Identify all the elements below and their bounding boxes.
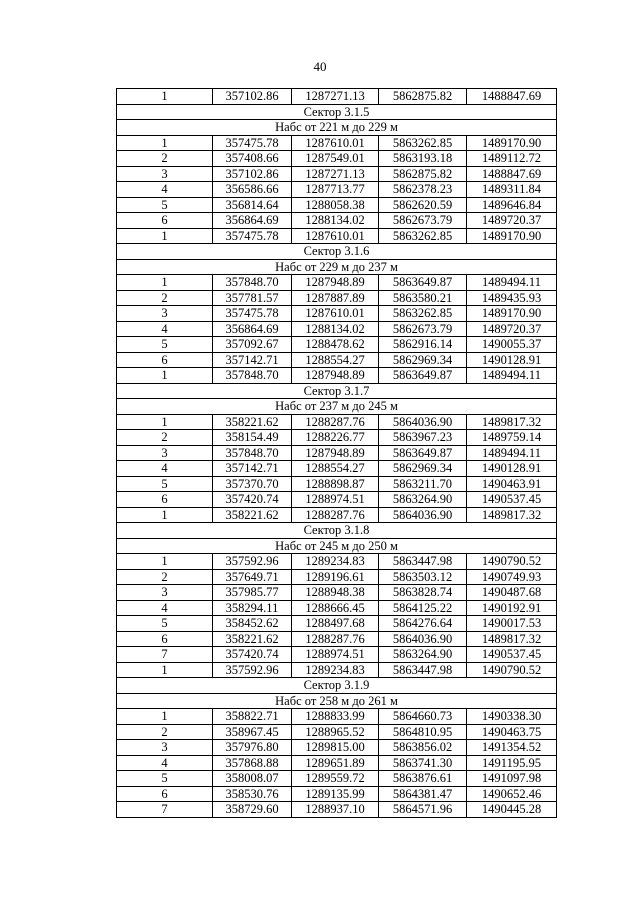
sector-height-range-row	[117, 120, 557, 136]
y2-coordinate-cell: 1489170.90	[467, 135, 557, 151]
point-number-cell: 6	[117, 213, 213, 229]
y2-coordinate-cell: 1490338.30	[467, 709, 557, 725]
y-coordinate-cell: 1289651.89	[292, 755, 379, 771]
x-coordinate-cell: 357408.66	[213, 151, 292, 167]
point-number-cell: 1	[117, 662, 213, 678]
y2-coordinate-cell: 1488847.69	[467, 166, 557, 182]
x2-coordinate-cell: 5863262.85	[379, 228, 467, 244]
y-coordinate-cell: 1289135.99	[292, 786, 379, 802]
x2-coordinate-cell: 5862916.14	[379, 337, 467, 353]
x-coordinate-cell: 358008.07	[213, 771, 292, 787]
table-row	[117, 740, 557, 756]
table-row	[117, 166, 557, 182]
y2-coordinate-cell: 1489435.93	[467, 290, 557, 306]
sector-title: Сектор 3.1.9	[117, 678, 557, 694]
x2-coordinate-cell: 5862673.79	[379, 213, 467, 229]
x2-coordinate-cell: 5864571.96	[379, 802, 467, 818]
table-row	[117, 616, 557, 632]
y2-coordinate-cell: 1489112.72	[467, 151, 557, 167]
point-number-cell: 5	[117, 771, 213, 787]
table-row	[117, 228, 557, 244]
x-coordinate-cell: 357976.80	[213, 740, 292, 756]
table-row	[117, 492, 557, 508]
x2-coordinate-cell: 5863856.02	[379, 740, 467, 756]
point-number-cell: 7	[117, 647, 213, 663]
y-coordinate-cell: 1289196.61	[292, 569, 379, 585]
y-coordinate-cell: 1287610.01	[292, 306, 379, 322]
y-coordinate-cell: 1288937.10	[292, 802, 379, 818]
point-number-cell: 4	[117, 461, 213, 477]
y2-coordinate-cell: 1491097.98	[467, 771, 557, 787]
x-coordinate-cell: 358822.71	[213, 709, 292, 725]
table-row	[117, 182, 557, 198]
sector-height-range-row	[117, 399, 557, 415]
y-coordinate-cell: 1289815.00	[292, 740, 379, 756]
y-coordinate-cell: 1289234.83	[292, 554, 379, 570]
x-coordinate-cell: 356864.69	[213, 321, 292, 337]
y2-coordinate-cell: 1489170.90	[467, 306, 557, 322]
x-coordinate-cell: 358530.76	[213, 786, 292, 802]
y2-coordinate-cell: 1489170.90	[467, 228, 557, 244]
point-number-cell: 3	[117, 445, 213, 461]
table-row	[117, 631, 557, 647]
table-row	[117, 554, 557, 570]
y-coordinate-cell: 1287948.89	[292, 445, 379, 461]
y2-coordinate-cell: 1489646.84	[467, 197, 557, 213]
point-number-cell: 1	[117, 414, 213, 430]
sector-height-range: Набс от 229 м до 237 м	[117, 259, 557, 275]
y-coordinate-cell: 1287549.01	[292, 151, 379, 167]
y-coordinate-cell: 1287271.13	[292, 89, 379, 105]
sector-title-row	[117, 678, 557, 694]
x2-coordinate-cell: 5863211.70	[379, 476, 467, 492]
point-number-cell: 3	[117, 166, 213, 182]
x2-coordinate-cell: 5864810.95	[379, 724, 467, 740]
x2-coordinate-cell: 5862875.82	[379, 166, 467, 182]
x-coordinate-cell: 358221.62	[213, 507, 292, 523]
point-number-cell: 1	[117, 709, 213, 725]
y-coordinate-cell: 1288898.87	[292, 476, 379, 492]
y-coordinate-cell: 1288287.76	[292, 631, 379, 647]
x2-coordinate-cell: 5863503.12	[379, 569, 467, 585]
point-number-cell: 2	[117, 430, 213, 446]
x2-coordinate-cell: 5863967.23	[379, 430, 467, 446]
point-number-cell: 5	[117, 616, 213, 632]
x-coordinate-cell: 357848.70	[213, 445, 292, 461]
y2-coordinate-cell: 1489759.14	[467, 430, 557, 446]
x-coordinate-cell: 358221.62	[213, 631, 292, 647]
point-number-cell: 6	[117, 492, 213, 508]
x2-coordinate-cell: 5863447.98	[379, 554, 467, 570]
x-coordinate-cell: 357142.71	[213, 352, 292, 368]
y2-coordinate-cell: 1489720.37	[467, 321, 557, 337]
sector-height-range-row	[117, 693, 557, 709]
table-row	[117, 135, 557, 151]
point-number-cell: 2	[117, 290, 213, 306]
table-row	[117, 569, 557, 585]
x-coordinate-cell: 358967.45	[213, 724, 292, 740]
table-row	[117, 306, 557, 322]
table-row	[117, 368, 557, 384]
x2-coordinate-cell: 5864036.90	[379, 414, 467, 430]
y2-coordinate-cell: 1491195.95	[467, 755, 557, 771]
sector-title-row	[117, 383, 557, 399]
table-row	[117, 337, 557, 353]
y-coordinate-cell: 1288833.99	[292, 709, 379, 725]
y-coordinate-cell: 1287948.89	[292, 275, 379, 291]
table-row	[117, 461, 557, 477]
y2-coordinate-cell: 1490749.93	[467, 569, 557, 585]
y-coordinate-cell: 1287610.01	[292, 228, 379, 244]
table-row	[117, 647, 557, 663]
sector-height-range: Набс от 258 м до 261 м	[117, 693, 557, 709]
table-row	[117, 414, 557, 430]
x2-coordinate-cell: 5863649.87	[379, 275, 467, 291]
table-row	[117, 352, 557, 368]
y2-coordinate-cell: 1490790.52	[467, 662, 557, 678]
x2-coordinate-cell: 5862875.82	[379, 89, 467, 105]
sector-height-range: Набс от 245 м до 250 м	[117, 538, 557, 554]
table-row	[117, 197, 557, 213]
y-coordinate-cell: 1288134.02	[292, 213, 379, 229]
y-coordinate-cell: 1287713.77	[292, 182, 379, 198]
point-number-cell: 5	[117, 197, 213, 213]
table-row	[117, 600, 557, 616]
table-row	[117, 445, 557, 461]
page-number: 40	[313, 59, 327, 74]
table-row	[117, 662, 557, 678]
y2-coordinate-cell: 1490463.75	[467, 724, 557, 740]
y2-coordinate-cell: 1490128.91	[467, 352, 557, 368]
y2-coordinate-cell: 1489817.32	[467, 507, 557, 523]
y-coordinate-cell: 1288554.27	[292, 461, 379, 477]
x2-coordinate-cell: 5863193.18	[379, 151, 467, 167]
y-coordinate-cell: 1288058.38	[292, 197, 379, 213]
x2-coordinate-cell: 5863447.98	[379, 662, 467, 678]
y-coordinate-cell: 1289559.72	[292, 771, 379, 787]
x2-coordinate-cell: 5863264.90	[379, 492, 467, 508]
y2-coordinate-cell: 1489494.11	[467, 275, 557, 291]
x2-coordinate-cell: 5863580.21	[379, 290, 467, 306]
y-coordinate-cell: 1288497.68	[292, 616, 379, 632]
x2-coordinate-cell: 5863876.61	[379, 771, 467, 787]
sector-height-range-row	[117, 259, 557, 275]
y2-coordinate-cell: 1490537.45	[467, 647, 557, 663]
x2-coordinate-cell: 5863741.30	[379, 755, 467, 771]
point-number-cell: 3	[117, 585, 213, 601]
y2-coordinate-cell: 1489494.11	[467, 445, 557, 461]
point-number-cell: 4	[117, 600, 213, 616]
point-number-cell: 6	[117, 631, 213, 647]
table-row	[117, 290, 557, 306]
coordinates-table-body	[117, 89, 557, 818]
table-row	[117, 275, 557, 291]
sector-height-range: Набс от 237 м до 245 м	[117, 399, 557, 415]
x-coordinate-cell: 357848.70	[213, 368, 292, 384]
x2-coordinate-cell: 5864125.22	[379, 600, 467, 616]
x2-coordinate-cell: 5862969.34	[379, 352, 467, 368]
sector-title: Сектор 3.1.7	[117, 383, 557, 399]
x-coordinate-cell: 356864.69	[213, 213, 292, 229]
point-number-cell: 6	[117, 352, 213, 368]
table-row	[117, 724, 557, 740]
y-coordinate-cell: 1287271.13	[292, 166, 379, 182]
point-number-cell: 1	[117, 89, 213, 105]
x-coordinate-cell: 357102.86	[213, 89, 292, 105]
x2-coordinate-cell: 5862969.34	[379, 461, 467, 477]
x-coordinate-cell: 358221.62	[213, 414, 292, 430]
point-number-cell: 1	[117, 228, 213, 244]
point-number-cell: 4	[117, 755, 213, 771]
x2-coordinate-cell: 5863264.90	[379, 647, 467, 663]
x-coordinate-cell: 357370.70	[213, 476, 292, 492]
y2-coordinate-cell: 1490790.52	[467, 554, 557, 570]
x-coordinate-cell: 357142.71	[213, 461, 292, 477]
y-coordinate-cell: 1288287.76	[292, 414, 379, 430]
x2-coordinate-cell: 5862620.59	[379, 197, 467, 213]
y-coordinate-cell: 1289234.83	[292, 662, 379, 678]
y-coordinate-cell: 1287887.89	[292, 290, 379, 306]
point-number-cell: 3	[117, 740, 213, 756]
x-coordinate-cell: 357420.74	[213, 492, 292, 508]
x-coordinate-cell: 356586.66	[213, 182, 292, 198]
x-coordinate-cell: 357420.74	[213, 647, 292, 663]
table-row	[117, 585, 557, 601]
y2-coordinate-cell: 1490463.91	[467, 476, 557, 492]
y-coordinate-cell: 1288226.77	[292, 430, 379, 446]
y2-coordinate-cell: 1490445.28	[467, 802, 557, 818]
y-coordinate-cell: 1288478.62	[292, 337, 379, 353]
x-coordinate-cell: 356814.64	[213, 197, 292, 213]
x2-coordinate-cell: 5863262.85	[379, 306, 467, 322]
sector-height-range: Набс от 221 м до 229 м	[117, 120, 557, 136]
point-number-cell: 6	[117, 786, 213, 802]
x-coordinate-cell: 357475.78	[213, 135, 292, 151]
y2-coordinate-cell: 1488847.69	[467, 89, 557, 105]
x2-coordinate-cell: 5862673.79	[379, 321, 467, 337]
y2-coordinate-cell: 1489817.32	[467, 414, 557, 430]
y-coordinate-cell: 1288554.27	[292, 352, 379, 368]
x-coordinate-cell: 357649.71	[213, 569, 292, 585]
table-row	[117, 151, 557, 167]
x2-coordinate-cell: 5864036.90	[379, 631, 467, 647]
x2-coordinate-cell: 5862378.23	[379, 182, 467, 198]
table-row	[117, 89, 557, 105]
y2-coordinate-cell: 1489311.84	[467, 182, 557, 198]
point-number-cell: 4	[117, 321, 213, 337]
x2-coordinate-cell: 5863649.87	[379, 368, 467, 384]
table-row	[117, 507, 557, 523]
x-coordinate-cell: 357848.70	[213, 275, 292, 291]
x-coordinate-cell: 357781.57	[213, 290, 292, 306]
sector-title-row	[117, 104, 557, 120]
table-row	[117, 755, 557, 771]
y2-coordinate-cell: 1491354.52	[467, 740, 557, 756]
y2-coordinate-cell: 1490652.46	[467, 786, 557, 802]
x2-coordinate-cell: 5864660.73	[379, 709, 467, 725]
table-row	[117, 430, 557, 446]
sector-height-range-row	[117, 538, 557, 554]
coordinates-table	[116, 88, 557, 818]
y-coordinate-cell: 1287610.01	[292, 135, 379, 151]
y-coordinate-cell: 1288287.76	[292, 507, 379, 523]
sector-title: Сектор 3.1.8	[117, 523, 557, 539]
point-number-cell: 2	[117, 724, 213, 740]
point-number-cell: 5	[117, 476, 213, 492]
table-row	[117, 709, 557, 725]
x-coordinate-cell: 357475.78	[213, 228, 292, 244]
table-row	[117, 802, 557, 818]
point-number-cell: 1	[117, 554, 213, 570]
x2-coordinate-cell: 5864276.64	[379, 616, 467, 632]
y-coordinate-cell: 1288134.02	[292, 321, 379, 337]
x-coordinate-cell: 358154.49	[213, 430, 292, 446]
y2-coordinate-cell: 1489817.32	[467, 631, 557, 647]
x2-coordinate-cell: 5864381.47	[379, 786, 467, 802]
table-row	[117, 213, 557, 229]
y-coordinate-cell: 1288666.45	[292, 600, 379, 616]
y-coordinate-cell: 1288965.52	[292, 724, 379, 740]
x-coordinate-cell: 357592.96	[213, 554, 292, 570]
x2-coordinate-cell: 5864036.90	[379, 507, 467, 523]
point-number-cell: 4	[117, 182, 213, 198]
y-coordinate-cell: 1288948.38	[292, 585, 379, 601]
sector-title: Сектор 3.1.6	[117, 244, 557, 260]
point-number-cell: 1	[117, 368, 213, 384]
sector-title-row	[117, 244, 557, 260]
x-coordinate-cell: 357092.67	[213, 337, 292, 353]
y2-coordinate-cell: 1489720.37	[467, 213, 557, 229]
point-number-cell: 5	[117, 337, 213, 353]
point-number-cell: 1	[117, 507, 213, 523]
point-number-cell: 2	[117, 569, 213, 585]
x-coordinate-cell: 357592.96	[213, 662, 292, 678]
y2-coordinate-cell: 1490128.91	[467, 461, 557, 477]
x2-coordinate-cell: 5863262.85	[379, 135, 467, 151]
table-row	[117, 771, 557, 787]
y-coordinate-cell: 1287948.89	[292, 368, 379, 384]
x-coordinate-cell: 357102.86	[213, 166, 292, 182]
x2-coordinate-cell: 5863828.74	[379, 585, 467, 601]
table-row	[117, 786, 557, 802]
y-coordinate-cell: 1288974.51	[292, 647, 379, 663]
point-number-cell: 7	[117, 802, 213, 818]
sector-title-row	[117, 523, 557, 539]
y2-coordinate-cell: 1490055.37	[467, 337, 557, 353]
y2-coordinate-cell: 1490192.91	[467, 600, 557, 616]
sector-title: Сектор 3.1.5	[117, 104, 557, 120]
x2-coordinate-cell: 5863649.87	[379, 445, 467, 461]
x-coordinate-cell: 357475.78	[213, 306, 292, 322]
point-number-cell: 3	[117, 306, 213, 322]
table-row	[117, 476, 557, 492]
point-number-cell: 1	[117, 275, 213, 291]
y-coordinate-cell: 1288974.51	[292, 492, 379, 508]
x-coordinate-cell: 358729.60	[213, 802, 292, 818]
point-number-cell: 1	[117, 135, 213, 151]
y2-coordinate-cell: 1490537.45	[467, 492, 557, 508]
x-coordinate-cell: 357868.88	[213, 755, 292, 771]
y2-coordinate-cell: 1490017.53	[467, 616, 557, 632]
y2-coordinate-cell: 1490487.68	[467, 585, 557, 601]
table-row	[117, 321, 557, 337]
y2-coordinate-cell: 1489494.11	[467, 368, 557, 384]
x-coordinate-cell: 358294.11	[213, 600, 292, 616]
point-number-cell: 2	[117, 151, 213, 167]
x-coordinate-cell: 358452.62	[213, 616, 292, 632]
x-coordinate-cell: 357985.77	[213, 585, 292, 601]
